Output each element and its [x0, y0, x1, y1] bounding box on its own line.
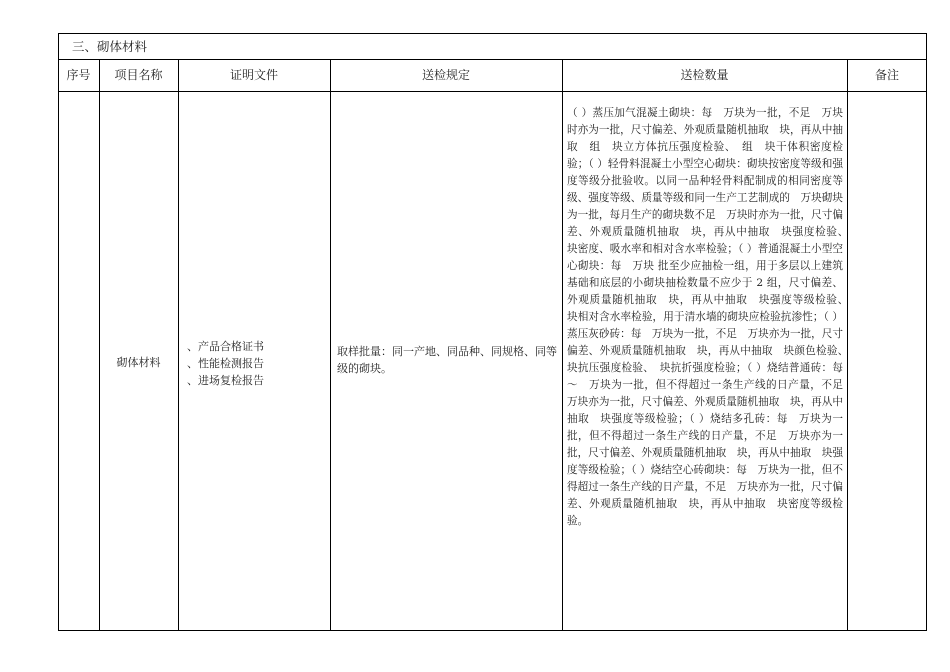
- header-item-name: 项目名称: [114, 68, 163, 82]
- section-title: 三、砌体材料: [58, 33, 927, 60]
- proof-doc-item: 、性能检测报告: [187, 357, 264, 370]
- header-divider: [58, 91, 927, 92]
- header-remarks: 备注: [874, 68, 899, 82]
- proof-doc-item: 、产品合格证书: [187, 340, 264, 353]
- column-divider: [562, 60, 563, 631]
- header-inspection-quantity: 送检数量: [680, 68, 729, 82]
- inspection-rules-cell: 取样批量：同一产地、同品种、同规格、同等级的砌块。: [337, 345, 557, 375]
- column-divider: [330, 60, 331, 631]
- item-name-cell: 砌体材料: [116, 355, 161, 369]
- proof-docs-cell: [187, 338, 327, 389]
- header-proof-docs: 证明文件: [229, 68, 278, 82]
- proof-doc-item: 、进场复检报告: [187, 374, 264, 387]
- header-inspection-rules: 送检规定: [421, 68, 470, 82]
- inspection-quantity-cell: （ ）蒸压加气混凝土砌块：每 万块为一批，不足 万块时亦为一批，尺寸偏差、外观质量随机抽取 块，再从中抽取 组 块立方体抗压强度检验、 组 块干体积密度检验；（ ）轻骨料混凝土小型空心砌块：砌块按密度等级和强度等级分批验收。以同一品种轻骨料配制成的相同密度等级、强度等级、质量等级和同一生产工艺制成的 万块砌块为一批，每月生产的砌块数不足 万块时亦为一批，尺寸偏差、外观质量随机抽取 块，再从中抽取 块强度检验、 块密度、吸水率和相对含水率检验；（ ）普通混凝土小型空心砌块：每 万块 批至少应抽检一组，用于多层以上建筑基础和底层的小砌块抽检数量不应少于 2 组，尺寸偏差、外观质量随机抽取 块，再从中抽取 块强度等级检验、 块相对含水率检验，用于清水墙的砌块应检验抗渗性；（ ）蒸压灰砂砖：每 万块为一批，不足 万块亦为一批，尺寸偏差、外观质量随机抽取 块，再从中抽取 块颜色检验、 块抗压强度检验、 块抗折强度检验；（ ）烧结普通砖：每 ～ 万块为一批，但不得超过一条生产线的日产量，不足 万块亦为一批，尺寸偏差、外观质量随机抽取 块，再从中抽取 块强度等级检验；（ ）烧结多孔砖：每 万块为一批，但不得超过一条生产线的日产量，不足 万块亦为一批，尺寸偏差、外观质量随机抽取 块，再从中抽取 块强度等级检验；（ ）烧结空心砖砌块：每 万块为一批，但不得超过一条生产线的日产量，不足 万块亦为一批，尺寸偏差、外观质量随机抽取 块，再从中抽取 块密度等级检验。: [567, 107, 854, 527]
- header-no: 序号: [66, 68, 91, 82]
- column-divider: [178, 60, 179, 631]
